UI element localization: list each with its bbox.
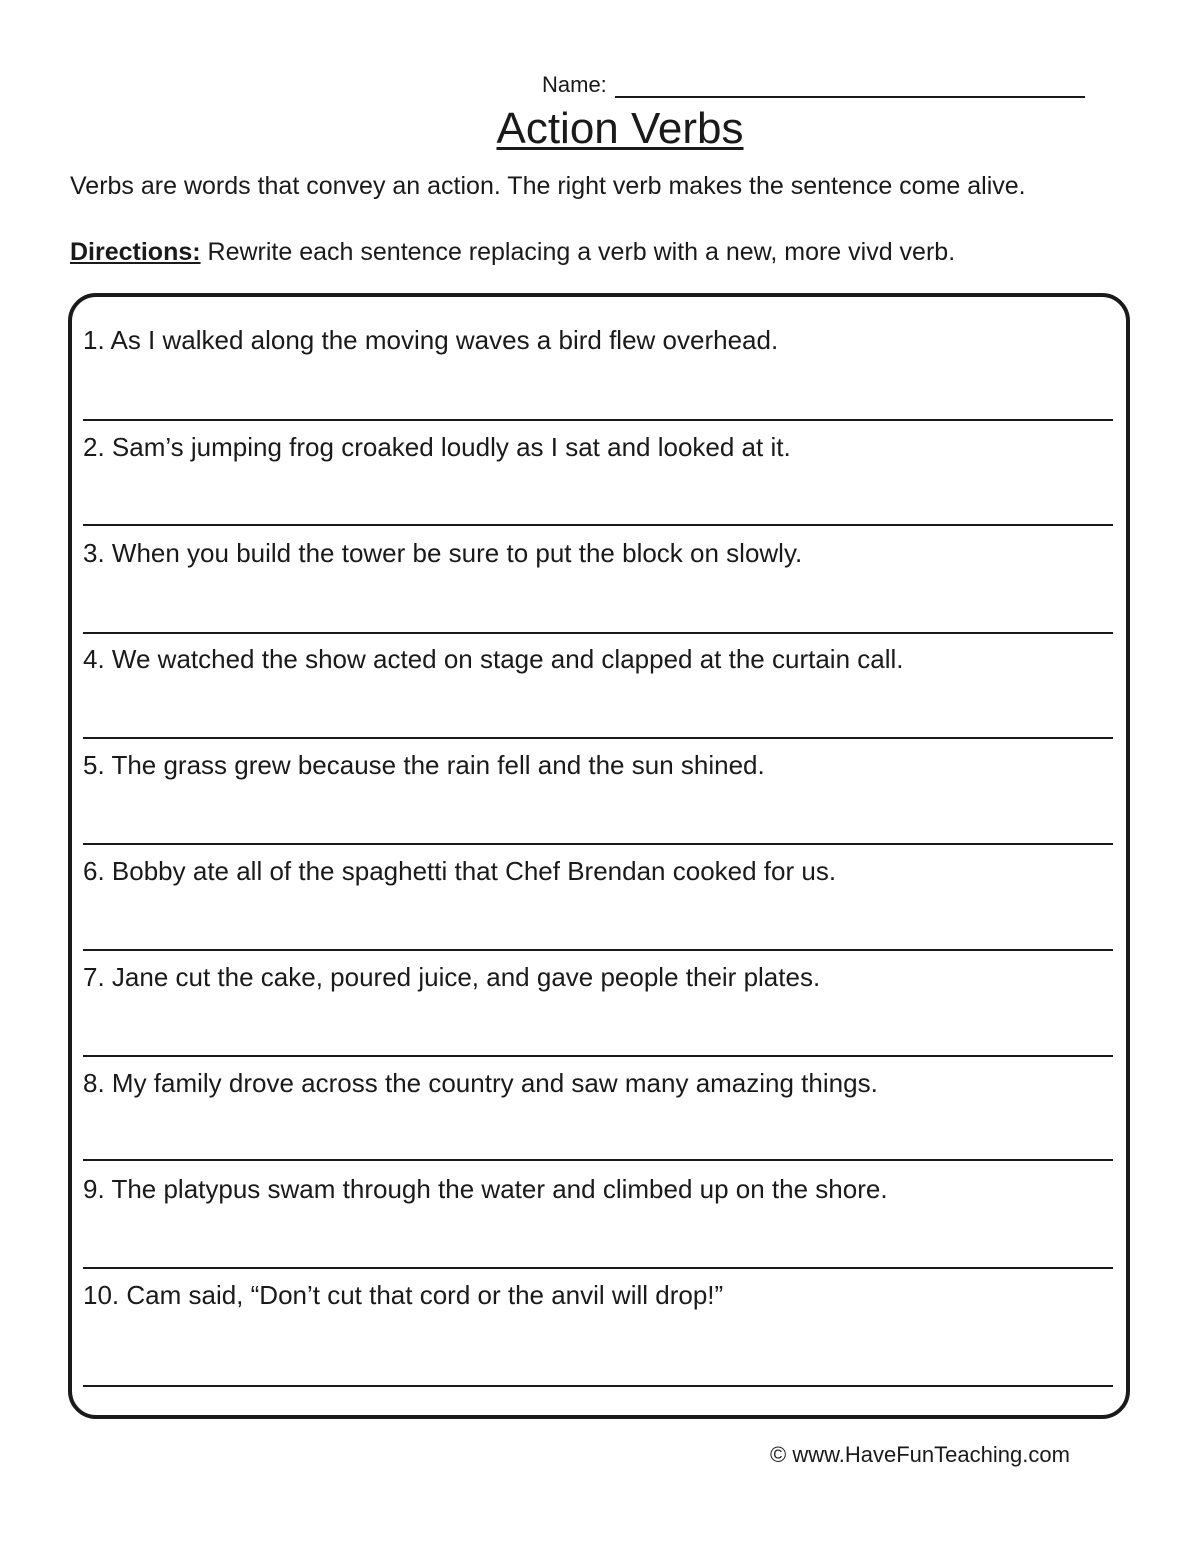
question-item <box>83 404 1113 510</box>
directions-label: Directions: <box>70 238 201 266</box>
name-field-row <box>542 72 1085 98</box>
question-text: 5. The grass grew because the rain fell and the sun shined. <box>83 750 765 780</box>
question-text: 3. When you build the tower be sure to put the block on slowly. <box>83 538 803 568</box>
question-item <box>83 722 1113 828</box>
question-text: 1. As I walked along the moving waves a bird flew overhead. <box>83 325 779 355</box>
copyright-footer: © www.HaveFunTeaching.com <box>770 1442 1070 1467</box>
name-blank-line[interactable] <box>615 72 1085 98</box>
question-text: 4. We watched the show acted on stage and clapped at the curtain call. <box>83 644 904 674</box>
question-text: 8. My family drove across the country and saw many amazing things. <box>83 1068 878 1098</box>
question-item <box>83 934 1113 1040</box>
question-text: 6. Bobby ate all of the spaghetti that Chef Brendan cooked for us. <box>83 856 837 886</box>
question-item <box>83 1146 1113 1252</box>
question-item <box>83 1040 1113 1146</box>
question-item <box>83 828 1113 934</box>
question-item <box>83 297 1113 403</box>
page-title: Action Verbs <box>496 104 744 153</box>
question-item <box>83 510 1113 616</box>
intro-text: Verbs are words that convey an action. The right verb makes the sentence come alive. <box>70 172 1026 200</box>
question-text: 10. Cam said, “Don’t cut that cord or the anvil will drop!” <box>83 1280 724 1310</box>
question-text: 9. The platypus swam through the water and climbed up on the shore. <box>83 1174 888 1204</box>
question-text: 7. Jane cut the cake, poured juice, and gave people their plates. <box>83 962 821 992</box>
directions-text: Rewrite each sentence replacing a verb with a new, more vivd verb. <box>200 238 956 266</box>
directions <box>70 236 1130 269</box>
question-item <box>83 1252 1113 1358</box>
answer-line[interactable] <box>83 1385 1113 1387</box>
name-label: Name: <box>542 72 607 97</box>
question-item <box>83 616 1113 722</box>
question-text: 2. Sam’s jumping frog croaked loudly as I sat and looked at it. <box>83 432 791 462</box>
